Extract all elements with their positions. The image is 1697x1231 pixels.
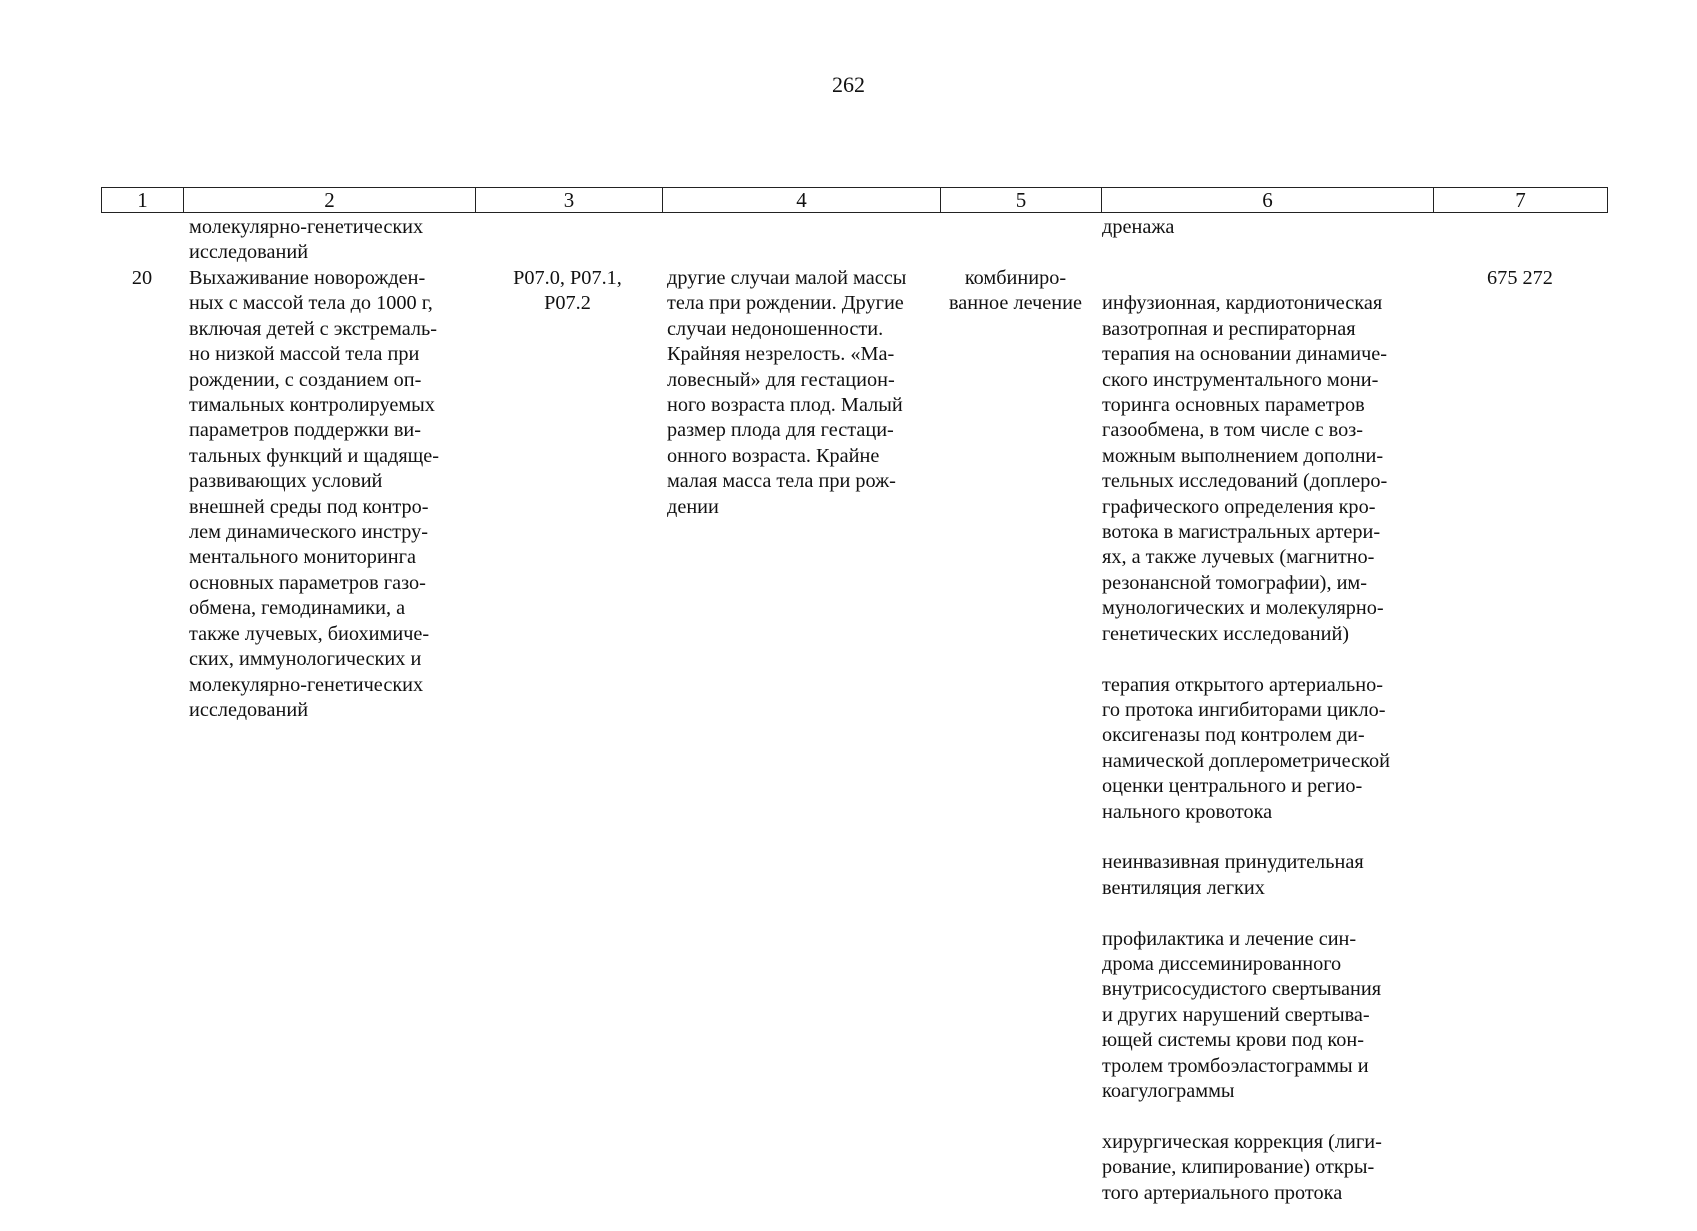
column-header-2: 2 [184, 188, 476, 213]
method-item: терапия открытого артериально- го протока ингибиторами цикло- оксигеназы под контролем ди- намической доплерометрической оценки центрального и регио- нального кровотока [1102, 673, 1390, 823]
row-diagnosis-codes: P07.0, P07.1, P07.2 [513, 267, 622, 315]
method-item: инфузионная, кардиотоническая вазотропная и респираторная терапия на основании динамиче- ского инструментального мони- торинга основных параметров газообмена, в том числе с воз- можным выполнением дополни- тельных исследований (доплеро- графического определения кро- вотока в магистральных артери- ях, а также лучевых (магнитно- резонансной томографии), им- мунологических и молекулярно- генетических исследований) [1102, 292, 1388, 645]
method-item: хирургическая коррекция (лиги- рование, клипирование) откры- того артериального протока [1102, 1130, 1382, 1204]
column-header-1: 1 [102, 188, 184, 213]
continuation-col6-text: дренажа [1102, 216, 1175, 238]
column-header-7: 7 [1434, 188, 1608, 213]
continuation-col2-text: молекулярно-генетических исследований [189, 216, 424, 264]
page-number: 262 [832, 72, 865, 97]
row-number: 20 [131, 267, 153, 289]
column-header-3: 3 [476, 188, 663, 213]
row-description: Выхаживание новорожден- ных с массой тела до 1000 г, включая детей с экстремаль- но низкой массой тела при рождении, с созданием оп- тимальных контролируемых параметров поддержки ви- тальных функций и щадяще- развивающих условий внешней среды под контро- лем динамического инстру- ментального мониторинга основных параметров газо- обмена, гемодинамики, а также лучевых, биохимиче- ских, иммунологических и молекулярно-генетических исследований [189, 267, 440, 721]
column-header-4: 4 [663, 188, 941, 213]
row-diagnosis: другие случаи малой массы тела при рождении. Другие случаи недоношенности. Крайняя незрелость. «Ма- ловесный» для гестацион- ного возраста плод. Малый размер плода для гестаци- онного возраста. Крайне малая масса тела при рож- дении [667, 267, 907, 518]
row-cost: 675 272 [1487, 267, 1553, 289]
row-treatment-methods [1102, 266, 1424, 1231]
column-header-6: 6 [1102, 188, 1434, 213]
row-treatment-type: комбиниро- ванное лечение [948, 267, 1082, 315]
method-item: профилактика и лечение син- дрома диссеминированного внутрисосудистого свертывания и других нарушений свертыва- ющей системы крови под кон- тролем тромбоэластограммы и коагулограммы [1102, 927, 1382, 1102]
method-item: неинвазивная принудительная вентиляция легких [1102, 851, 1364, 899]
column-header-5: 5 [941, 188, 1102, 213]
column-header-row [101, 187, 1608, 213]
